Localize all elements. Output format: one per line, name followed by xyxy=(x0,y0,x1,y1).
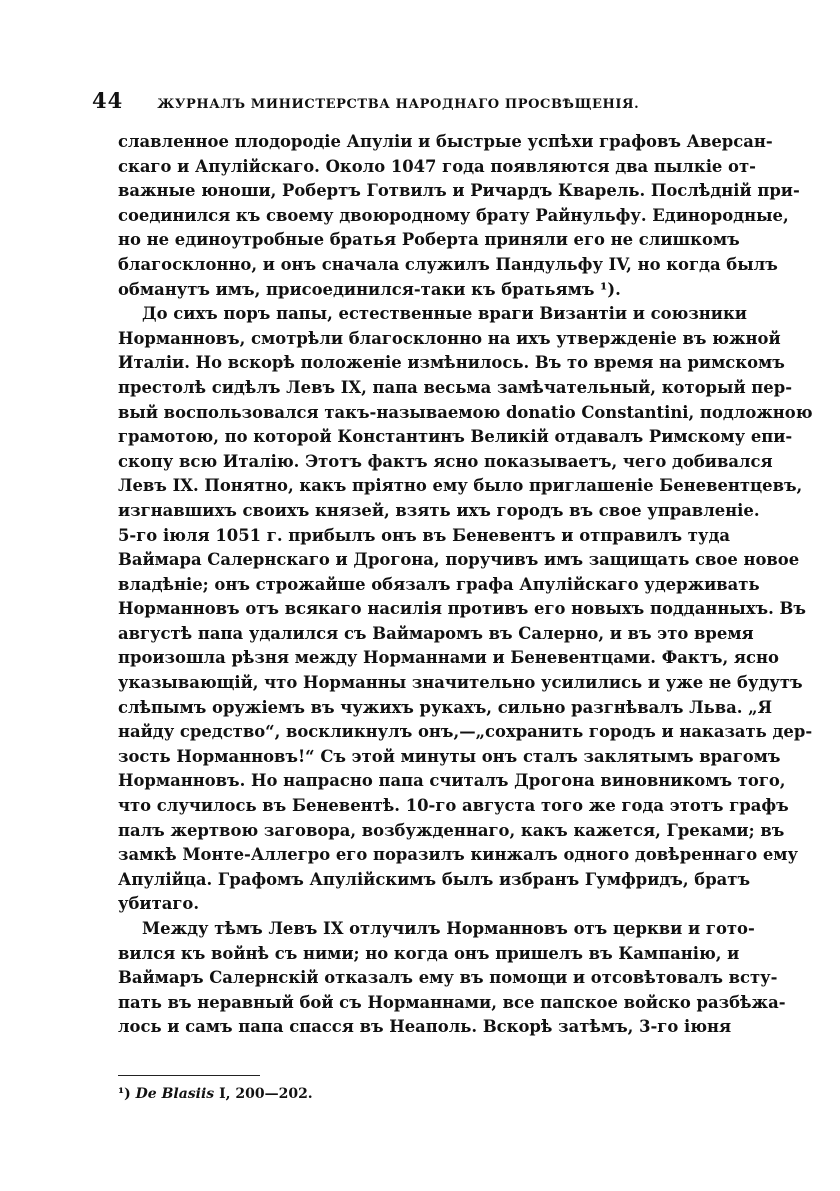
paragraph xyxy=(118,302,813,917)
text-line: изгнавшихъ своихъ князей, взять ихъ городъ въ свое управленіе. xyxy=(118,500,760,520)
text-line: До сихъ поръ папы, естественные враги Византіи и союзники xyxy=(142,304,747,324)
text-line: важные юноши, Робертъ Готвилъ и Ричардъ Кварель. Послѣдній при- xyxy=(118,181,800,201)
page-number: 44 xyxy=(92,88,124,113)
text-line: Норманновъ отъ всякаго насилія противъ его новыхъ подданныхъ. Въ xyxy=(118,599,806,619)
text-line: пать въ неравный бой съ Норманнами, все папское войско разбѣжа- xyxy=(118,992,786,1012)
paragraph xyxy=(118,130,800,302)
text-line: что случилось въ Беневентѣ. 10-го августа того же года этотъ графъ xyxy=(118,796,789,816)
text-line: указывающій, что Норманны значительно усилились и уже не будутъ xyxy=(118,673,803,693)
text-line: вый воспользовался такъ-называемою donatio Constantini, подложною xyxy=(118,402,813,422)
text-line: Норманновъ, смотрѣли благосклонно на ихъ утвержденіе въ южной xyxy=(118,328,781,348)
text-line: Апулійца. Графомъ Апулійскимъ былъ избранъ Гумфридъ, братъ xyxy=(118,869,751,889)
text-line: убитаго. xyxy=(118,894,200,914)
footnote-marker: ¹) xyxy=(118,1086,131,1102)
text-line: лось и самъ папа спасся въ Неаполь. Вскорѣ затѣмъ, 3-го іюня xyxy=(118,1017,732,1037)
text-line: Италіи. Но вскорѣ положеніе измѣнилось. Въ то время на римскомъ xyxy=(118,353,785,373)
text-line: палъ жертвою заговора, возбужденнаго, какъ кажется, Греками; въ xyxy=(118,820,785,840)
text-line: Ваймара Салернскаго и Дрогона, поручивъ имъ защищать свое новое xyxy=(118,550,800,570)
footnote-divider xyxy=(118,1075,260,1076)
body-text xyxy=(118,130,813,1040)
text-line: владѣніе; онъ строжайше обязалъ графа Апулійскаго удерживать xyxy=(118,574,760,594)
text-line: Между тѣмъ Левъ IX отлучилъ Норманновъ отъ церкви и гото- xyxy=(142,919,755,938)
text-line: грамотою, по которой Константинъ Великій отдавалъ Римскому епи- xyxy=(118,427,793,447)
text-line: августѣ папа удалился съ Ваймаромъ въ Салерно, и въ это время xyxy=(118,623,754,643)
footnote xyxy=(118,1086,313,1102)
text-line: найду средство“, воскликнулъ онъ,—„сохранить городъ и наказать дер- xyxy=(118,722,813,742)
text-line: скопу всю Италію. Этотъ фактъ ясно показываетъ, чего добивался xyxy=(118,451,773,471)
text-line: благосклонно, и онъ сначала служилъ Пандульфу IV, но когда былъ xyxy=(118,254,778,274)
page-header xyxy=(92,88,732,118)
text-line: Ваймаръ Салернскій отказалъ ему въ помощи и отсовѣтовалъ всту- xyxy=(118,968,778,988)
text-line: обманутъ имъ, присоединился-таки къ братьямъ ¹). xyxy=(118,279,621,299)
text-line: 5-го іюля 1051 г. прибылъ онъ въ Беневентъ и отправилъ туда xyxy=(118,525,730,545)
text-line: слѣпымъ оружіемъ въ чужихъ рукахъ, сильно разгнѣвалъ Льва. „Я xyxy=(118,697,773,717)
text-line: произошла рѣзня между Норманнами и Беневентцами. Фактъ, ясно xyxy=(118,648,779,668)
text-line: но не единоутробные братья Роберта приняли его не слишкомъ xyxy=(118,230,740,250)
text-line: Левъ IX. Понятно, какъ пріятно ему было приглашеніе Беневентцевъ, xyxy=(118,476,803,496)
text-line: вился къ войнѣ съ ними; но когда онъ пришелъ въ Кампанію, и xyxy=(118,943,740,963)
text-line: зость Норманновъ!“ Съ этой минуты онъ сталъ заклятымъ врагомъ xyxy=(118,746,781,766)
text-line: замкѣ Монте-Аллегро его поразилъ кинжалъ одного довѣреннаго ему xyxy=(118,845,799,865)
footnote-reference: I, 200—202. xyxy=(219,1086,313,1102)
text-line: престолѣ сидѣлъ Левъ IX, папа весьма замѣчательный, который пер- xyxy=(118,377,793,397)
running-title: ЖУРНАЛЪ МИНИСТЕРСТВА НАРОДНАГО ПРОСВѢЩЕНІЯ. xyxy=(157,97,640,112)
text-line: скаго и Апулійскаго. Около 1047 года появляются два пылкіе от- xyxy=(118,156,756,176)
text-line: славленное плодородіе Апуліи и быстрые успѣхи графовъ Аверсан- xyxy=(118,132,773,151)
text-line: Норманновъ. Но напрасно папа считалъ Дрогона виновникомъ того, xyxy=(118,771,786,791)
footnote-author: De Blasiis xyxy=(135,1086,215,1102)
text-line: соединился къ своему двоюродному брату Райнульфу. Единородные, xyxy=(118,205,789,225)
paragraph xyxy=(118,917,786,1040)
